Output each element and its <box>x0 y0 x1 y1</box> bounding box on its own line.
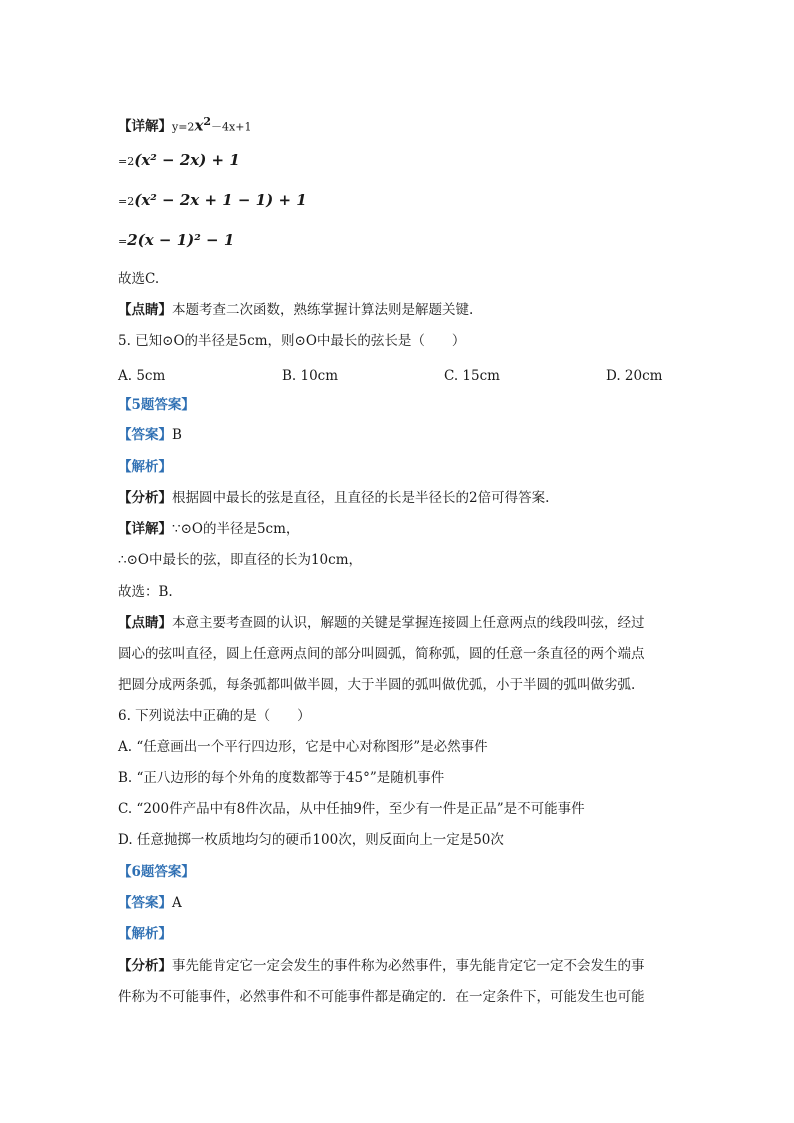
equals-sign: =2 <box>118 155 135 168</box>
answer-label: 【答案】 <box>118 895 172 911</box>
q6-answer-line <box>118 893 182 913</box>
q5-answer-line <box>118 425 182 445</box>
analysis-text: 事先能肯定它一定会发生的事件称为必然事件，事先能肯定它一定不会发生的事 <box>172 958 645 974</box>
answer-label: 【答案】 <box>118 427 172 443</box>
comment-label: 【点睛】 <box>118 302 172 318</box>
comment-label: 【点睛】 <box>118 615 172 631</box>
comment-text: 本题考查二次函数，熟练掌握计算法则是解题关键. <box>172 302 474 318</box>
detail-line-1 <box>118 112 251 138</box>
comment-line <box>118 300 473 320</box>
analysis-label: 【分析】 <box>118 490 172 506</box>
q6-analysis-line-1 <box>118 956 645 976</box>
q5-comment-line-2: 圆心的弦叫直径，圆上任意两点间的部分叫圆弧，简称弧，圆的任意一条直径的两个端点 <box>118 646 645 662</box>
equals-sign: = <box>118 235 128 248</box>
q6-analysis-line-2: 件称为不可能事件，必然事件和不可能事件都是确定的．在一定条件下，可能发生也可能 <box>118 989 645 1005</box>
q5-option-d: D. 20cm <box>606 368 663 384</box>
question-5: 5. 已知⊙O的半径是5cm，则⊙O中最长的弦长是（ ） <box>118 333 466 349</box>
q5-choose-line: 故选：B. <box>118 584 173 600</box>
expr-part: －4x+1 <box>211 120 252 134</box>
q5-comment-line-3: 把圆分成两条弧，每条弧都叫做半圆，大于半圆的弧叫做优弧，小于半圆的弧叫做劣弧. <box>118 677 636 693</box>
q5-therefore-line: ∴⊙O中最长的弦，即直径的长为10cm， <box>118 552 363 568</box>
comment-text: 本意主要考查圆的认识，解题的关键是掌握连接圆上任意两点的线段叫弦，经过 <box>172 615 645 631</box>
choose-line: 故选C. <box>118 271 160 287</box>
equation-line-2 <box>118 150 240 172</box>
question-6: 6. 下列说法中正确的是（ ） <box>118 708 311 724</box>
q5-detail-line <box>118 519 299 539</box>
equation-line-3 <box>118 190 307 212</box>
q6-option-b: B. “正八边形的每个外角的度数都等于45°”是随机事件 <box>118 770 445 786</box>
q6-answer-heading: 【6题答案】 <box>118 864 195 880</box>
detail-label: 【详解】 <box>118 521 172 537</box>
answer-value: B <box>172 427 182 443</box>
q5-option-b: B. 10cm <box>282 368 339 384</box>
math-exponent: 2 <box>203 115 212 128</box>
q5-comment-line-1 <box>118 613 645 633</box>
math-expression: (x² − 2x) + 1 <box>134 151 240 169</box>
q5-answer-heading: 【5题答案】 <box>118 397 195 413</box>
equals-sign: =2 <box>118 195 135 208</box>
answer-value: A <box>172 895 182 911</box>
analysis-label: 【分析】 <box>118 958 172 974</box>
detail-label: 【详解】 <box>118 118 172 135</box>
q5-option-a: A. 5cm <box>118 368 166 384</box>
q6-option-d: D. 任意抛掷一枚质地均匀的硬币100次，则反面向上一定是50次 <box>118 832 504 848</box>
q6-option-c: C. “200件产品中有8件次品，从中任抽9件，至少有一件是正品”是不可能事件 <box>118 801 585 817</box>
q6-analysis-heading: 【解析】 <box>118 926 172 942</box>
detail-text: ∵⊙O的半径是5cm， <box>172 521 300 537</box>
equation-line-4 <box>118 230 234 252</box>
expr-part: y=2 <box>172 120 195 134</box>
math-expression: (x² − 2x + 1 − 1) + 1 <box>134 191 307 209</box>
q5-option-c: C. 15cm <box>444 368 500 384</box>
q5-analysis-heading: 【解析】 <box>118 459 172 475</box>
q5-analysis-line <box>118 488 549 508</box>
analysis-text: 根据圆中最长的弦是直径，且直径的长是半径长的2倍可得答案. <box>172 490 550 506</box>
q6-option-a: A. “任意画出一个平行四边形，它是中心对称图形”是必然事件 <box>118 739 488 755</box>
math-x: x <box>194 116 204 135</box>
math-expression: 2(x − 1)² − 1 <box>127 231 235 249</box>
